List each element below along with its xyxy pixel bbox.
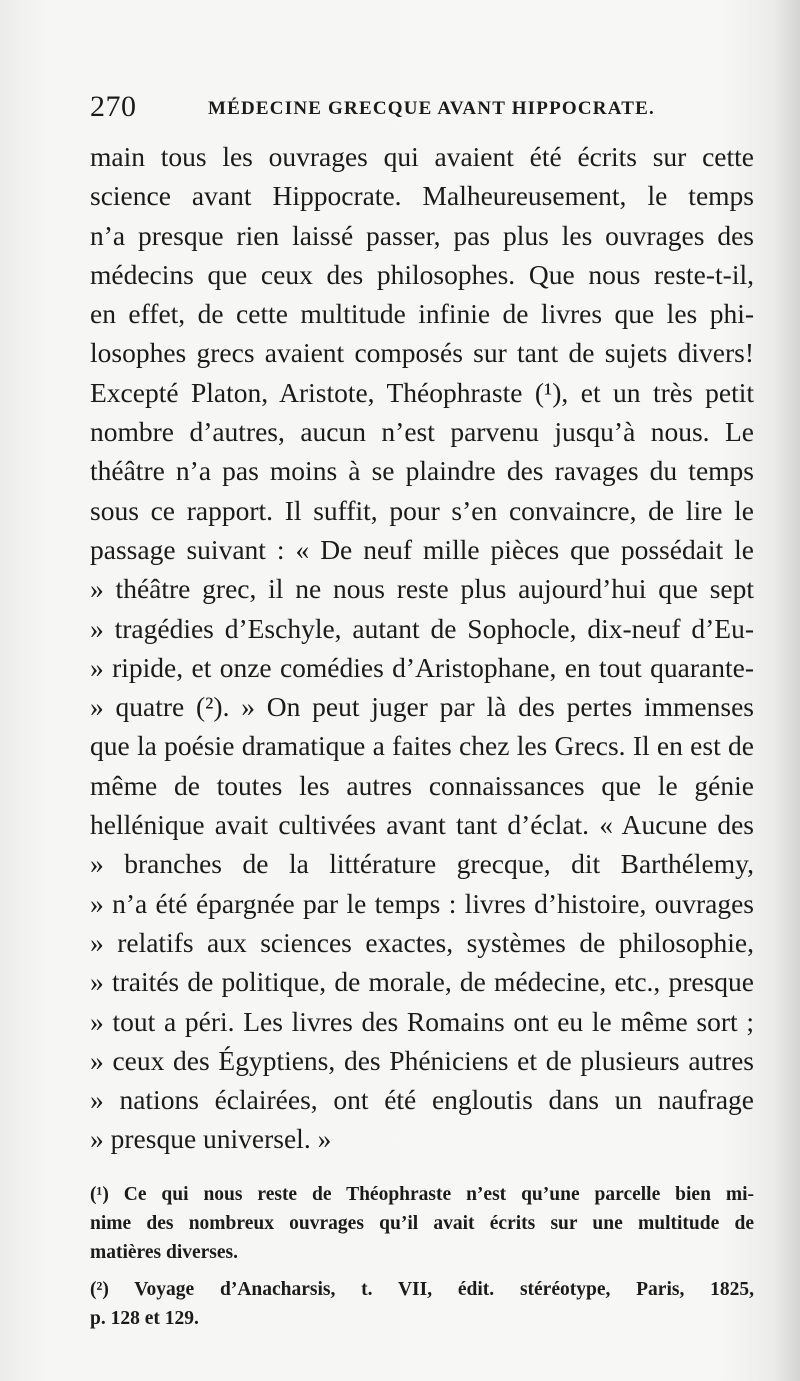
text-line: » traités de politique, de morale, de médecine, etc., presque	[90, 966, 754, 998]
text-line: passage suivant : « De neuf mille pièces que possédait le	[90, 533, 754, 565]
text-line: losophes grecs avaient composés sur tant de sujets divers!	[90, 337, 754, 369]
text-line: même de toutes les autres connaissances que le génie	[90, 769, 754, 801]
running-head: MÉDECINE GRECQUE AVANT HIPPOCRATE.	[208, 98, 655, 119]
footnote-2	[90, 1275, 754, 1333]
text-line: Excepté Platon, Aristote, Théophraste (¹), et un très petit	[90, 376, 754, 408]
footnotes	[90, 1180, 754, 1333]
footnote-line: (²) Voyage d’Anacharsis, t. VII, édit. stéréotype, Paris, 1825,	[90, 1279, 754, 1300]
text-line: » théâtre grec, il ne nous reste plus aujourd’hui que sept	[90, 573, 754, 605]
text-line: nombre d’autres, aucun n’est parvenu jusqu’à nous. Le	[90, 416, 754, 448]
text-line: science avant Hippocrate. Malheureusement, le temps	[90, 180, 754, 212]
text-line: main tous les ouvrages qui avaient été écrits sur cette	[90, 141, 754, 172]
text-line: » branches de la littérature grecque, dit Barthélemy,	[90, 848, 754, 880]
text-line: » n’a été épargnée par le temps : livres d’histoire, ouvrages	[90, 887, 754, 919]
footnote-line: matières diverses.	[90, 1242, 239, 1263]
text-line: » ripide, et onze comédies d’Aristophane, en tout quarante-	[90, 651, 754, 683]
footnote-line: nime des nombreux ouvrages qu’il avait écrits sur une multitude de	[90, 1213, 754, 1234]
footnote-line: p. 128 et 129.	[90, 1308, 199, 1329]
text-line: » relatifs aux sciences exactes, systèmes de philosophie,	[90, 926, 754, 958]
text-line: que la poésie dramatique a faites chez les Grecs. Il en est de	[90, 730, 754, 762]
text-line: sous ce rapport. Il suffit, pour s’en convaincre, de lire le	[90, 494, 754, 526]
text-line: » tout a péri. Les livres des Romains ont eu le même sort ;	[90, 1005, 754, 1037]
text-line: n’a presque rien laissé passer, pas plus les ouvrages des	[90, 219, 754, 251]
text-line: » nations éclairées, ont été engloutis dans un naufrage	[90, 1084, 754, 1116]
text-line: » tragédies d’Eschyle, autant de Sophocle, dix-neuf d’Eu-	[90, 612, 754, 644]
text-line: en effet, de cette multitude infinie de livres que les phi-	[90, 298, 754, 330]
text-line: » quatre (²). » On peut juger par là des pertes immenses	[90, 691, 754, 723]
body-text	[90, 137, 754, 1159]
page-edge-shadow	[772, 0, 800, 1381]
footnote-line: (¹) Ce qui nous reste de Théophraste n’est qu’une parcelle bien mi-	[90, 1184, 754, 1205]
text-line: théâtre n’a pas moins à se plaindre des ravages du temps	[90, 455, 754, 487]
text-line: hellénique avait cultivées avant tant d’éclat. « Aucune des	[90, 809, 754, 841]
text-line: médecins que ceux des philosophes. Que nous reste-t-il,	[90, 258, 754, 290]
page-number: 270	[90, 90, 137, 123]
page-header	[90, 90, 750, 130]
text-line: » presque universel. »	[90, 1123, 332, 1155]
footnote-1	[90, 1180, 754, 1267]
text-line: » ceux des Égyptiens, des Phéniciens et de plusieurs autres	[90, 1044, 754, 1076]
